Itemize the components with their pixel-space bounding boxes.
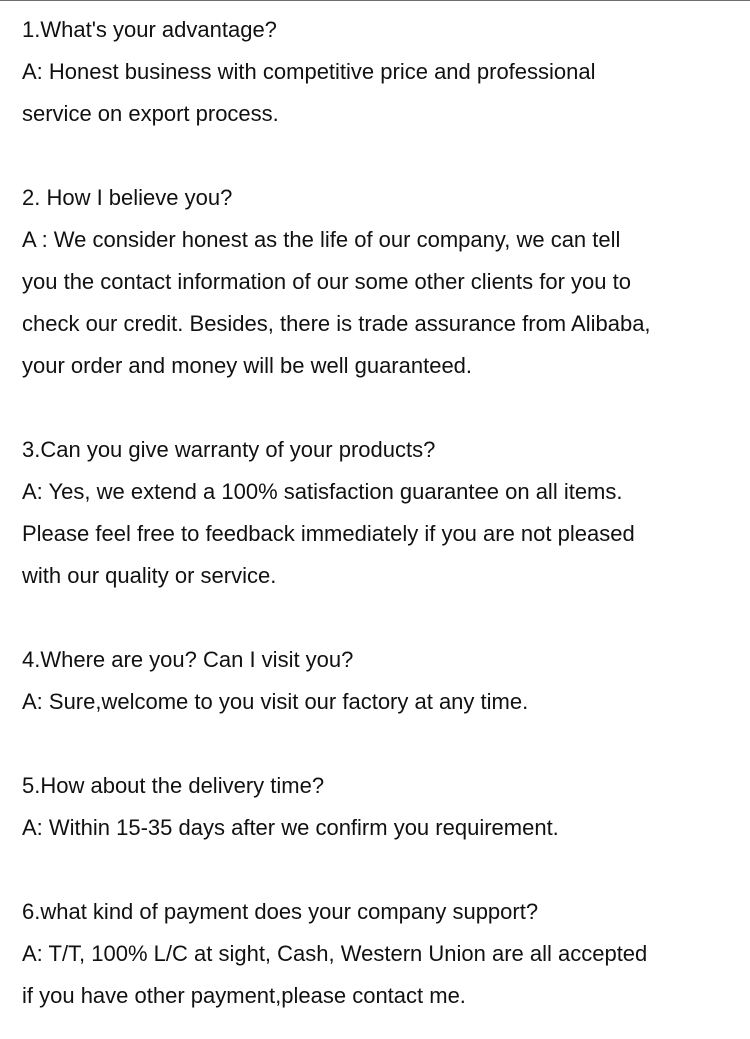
faq-item-2 <box>22 177 742 387</box>
faq-item-4 <box>22 639 742 723</box>
faq-answer-4-line-1: A: Sure,welcome to you visit our factory at any time. <box>22 689 529 714</box>
faq-answer-1-line-1: A: Honest business with competitive price and professional <box>22 59 596 84</box>
faq-question-3: 3.Can you give warranty of your products? <box>22 437 436 462</box>
faq-answer-3-line-1: A: Yes, we extend a 100% satisfaction guarantee on all items. <box>22 479 623 504</box>
faq-item-6 <box>22 891 742 1017</box>
faq-item-5 <box>22 765 742 849</box>
faq-answer-6-line-1: A: T/T, 100% L/C at sight, Cash, Western Union are all accepted <box>22 941 648 966</box>
faq-item-1 <box>22 9 742 135</box>
faq-answer-2-line-4: your order and money will be well guaranteed. <box>22 353 473 378</box>
faq-answer-3-line-2: Please feel free to feedback immediately if you are not pleased <box>22 521 635 546</box>
faq-answer-2-line-2: you the contact information of our some other clients for you to <box>22 269 631 294</box>
faq-answer-6-line-2: if you have other payment,please contact me. <box>22 983 466 1008</box>
faq-question-6: 6.what kind of payment does your company support? <box>22 899 539 924</box>
faq-answer-2-line-1: A : We consider honest as the life of our company, we can tell <box>22 227 621 252</box>
faq-answer-1-line-2: service on export process. <box>22 101 279 126</box>
faq-list <box>22 9 742 1017</box>
faq-answer-3-line-3: with our quality or service. <box>22 563 277 588</box>
faq-question-2: 2. How I believe you? <box>22 185 233 210</box>
top-divider <box>0 0 750 1</box>
faq-answer-2-line-3: check our credit. Besides, there is trade assurance from Alibaba, <box>22 311 651 336</box>
faq-question-4: 4.Where are you? Can I visit you? <box>22 647 354 672</box>
faq-answer-5-line-1: A: Within 15-35 days after we confirm you requirement. <box>22 815 559 840</box>
faq-item-3 <box>22 429 742 597</box>
faq-question-1: 1.What's your advantage? <box>22 17 277 42</box>
faq-question-5: 5.How about the delivery time? <box>22 773 325 798</box>
